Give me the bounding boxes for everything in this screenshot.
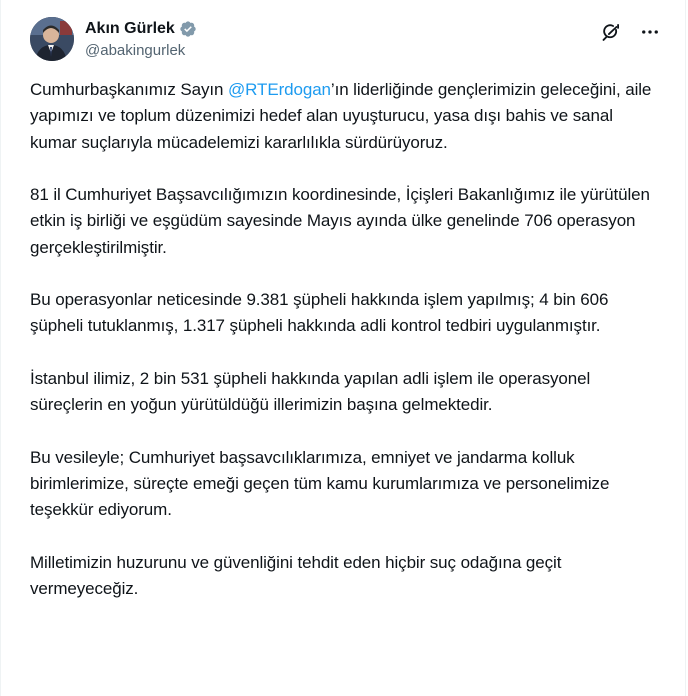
author-names bbox=[85, 19, 197, 61]
avatar[interactable] bbox=[30, 17, 74, 61]
tweet-paragraph-4: İstanbul ilimiz, 2 bin 531 şüpheli hakkında yapılan adli işlem ile operasyonel süreçlerin en yoğun yürütüldüğü illerimizin başına gelmektedir. bbox=[30, 368, 591, 415]
tweet-paragraph-2: 81 il Cumhuriyet Başsavcılığımızın koordinesinde, İçişleri Bakanlığımız ile yürütülen etkin iş birliği ve eşgüdüm sayesinde Mayıs ayında ülke genelinde 706 operasyon gerçekleştirilmiştir. bbox=[30, 185, 650, 257]
header-actions bbox=[600, 21, 661, 43]
tweet-paragraph-6: Milletimizin huzurunu ve güvenliğini tehdit eden hiçbir suç odağına geçit vermeyeceğiz. bbox=[30, 552, 562, 599]
name-row bbox=[85, 19, 197, 39]
tweet-text bbox=[30, 77, 662, 629]
display-name[interactable]: Akın Gürlek bbox=[85, 20, 175, 37]
tweet-header bbox=[30, 17, 661, 65]
handle[interactable]: @abakingurlek bbox=[85, 42, 186, 59]
grok-icon[interactable] bbox=[600, 21, 622, 43]
tweet-paragraph-5: Bu vesileyle; Cumhuriyet başsavcılıklarımıza, emniyet ve jandarma kolluk birimlerimize, süreçte emeği geçen tüm kamu kurumlarımıza ve personelimize teşekkür ediyorum. bbox=[30, 447, 610, 520]
profile-photo bbox=[30, 17, 74, 61]
tweet-paragraph-3: Bu operasyonlar neticesinde 9.381 şüpheli hakkında işlem yapılmış; 4 bin 606 şüpheli tutuklanmış, 1.317 şüpheli hakkında adli kontrol tedbiri uygulanmıştır. bbox=[30, 290, 609, 336]
tweet-paragraph-1 bbox=[30, 77, 662, 156]
verified-badge-icon[interactable] bbox=[179, 20, 197, 38]
more-icon[interactable] bbox=[639, 21, 661, 43]
p1-text-after: ’ın liderliğinde gençlerimizin geleceğini, aile yapımızı ve toplum düzenimizi hedef alan uyuşturucu, yasa dışı bahis ve sanal kumar suçlarıyla mücadelemizi kararlılıkla sürdürüyoruz. bbox=[30, 80, 652, 152]
mention-link[interactable]: @RTErdogan bbox=[228, 80, 331, 99]
p1-text-before: Cumhurbaşkanımız Sayın bbox=[30, 80, 229, 99]
